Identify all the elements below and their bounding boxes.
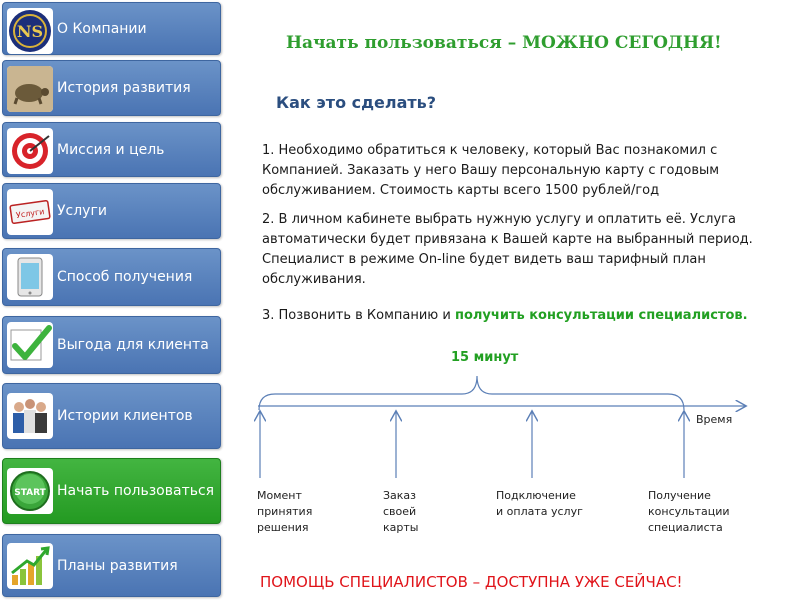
- tortoise-icon: [7, 66, 53, 112]
- sidebar-item-label: Выгода для клиента: [57, 337, 209, 353]
- step-3-highlight: получить консультации специалистов.: [454, 308, 748, 323]
- sidebar-item-label: Способ получения: [57, 269, 193, 285]
- services-tag-icon: [7, 189, 53, 235]
- timeline-point-label: Заказ своей карты: [383, 489, 419, 534]
- sidebar-item-label: О Компании: [57, 20, 147, 37]
- sidebar-item-delivery[interactable]: [2, 248, 221, 306]
- svg-text:Услуги: Услуги: [15, 207, 45, 220]
- growth-chart-icon: [7, 543, 53, 589]
- sidebar-item-services[interactable]: [2, 183, 221, 239]
- sidebar-item-start[interactable]: [2, 458, 221, 524]
- smartphone-icon: [7, 254, 53, 300]
- duration-brace: [259, 376, 684, 410]
- footer-banner: ПОМОЩЬ СПЕЦИАЛИСТОВ – ДОСТУПНА УЖЕ СЕЙЧАС!: [260, 573, 683, 591]
- timeline-point-label: Момент принятия решения: [257, 489, 313, 534]
- sidebar-item-label: Планы развития: [57, 557, 178, 574]
- start-button-icon: [7, 468, 53, 514]
- sidebar-nav: [0, 0, 224, 600]
- step-2-text: 2. В личном кабинете выбрать нужную услугу и оплатить её. Услуга автоматически будет привязана к Вашей карте на выбранный период. Специалист в режиме On-line будет видеть ваш тарифный план обслуживания.: [262, 212, 753, 287]
- ns-logo-icon: [7, 8, 53, 54]
- timeline-point-label: Получение консультации специалиста: [648, 489, 730, 534]
- target-icon: [7, 128, 53, 174]
- sidebar-item-mission[interactable]: [2, 122, 221, 177]
- axis-label: Время: [696, 413, 733, 426]
- sidebar-item-stories[interactable]: [2, 383, 221, 449]
- step-1-text: 1. Необходимо обратиться к человеку, который Вас познакомил с Компанией. Заказать у него Вашу персональную карту с годовым обслуживанием. Стоимость карты всего 1500 рублей/год: [262, 143, 720, 198]
- sidebar-item-label: Миссия и цель: [57, 141, 165, 158]
- checkmark-icon: [7, 322, 53, 368]
- duration-label: 15 минут: [451, 350, 519, 365]
- svg-text:NS: NS: [16, 22, 44, 41]
- sidebar-item-plans[interactable]: [2, 534, 221, 597]
- timeline-point-label: Подключение и оплата услуг: [496, 489, 583, 518]
- sidebar-item-label: История развития: [57, 80, 191, 96]
- sidebar-item-label: Услуги: [57, 203, 107, 219]
- sidebar-item-history[interactable]: [2, 60, 221, 116]
- sidebar-item-about[interactable]: [2, 2, 221, 55]
- step-3-text: [262, 306, 782, 326]
- step-3-lead: 3. Позвонить в Компанию и: [262, 308, 451, 323]
- page-subtitle: Как это сделать?: [276, 93, 437, 112]
- page-title: Начать пользоваться – МОЖНО СЕГОДНЯ!: [286, 33, 722, 53]
- sidebar-item-label: Начать пользоваться: [57, 483, 215, 499]
- people-icon: [7, 393, 53, 439]
- sidebar-item-label: Истории клиентов: [57, 408, 193, 424]
- svg-text:START: START: [14, 488, 46, 498]
- sidebar-item-benefit[interactable]: [2, 316, 221, 374]
